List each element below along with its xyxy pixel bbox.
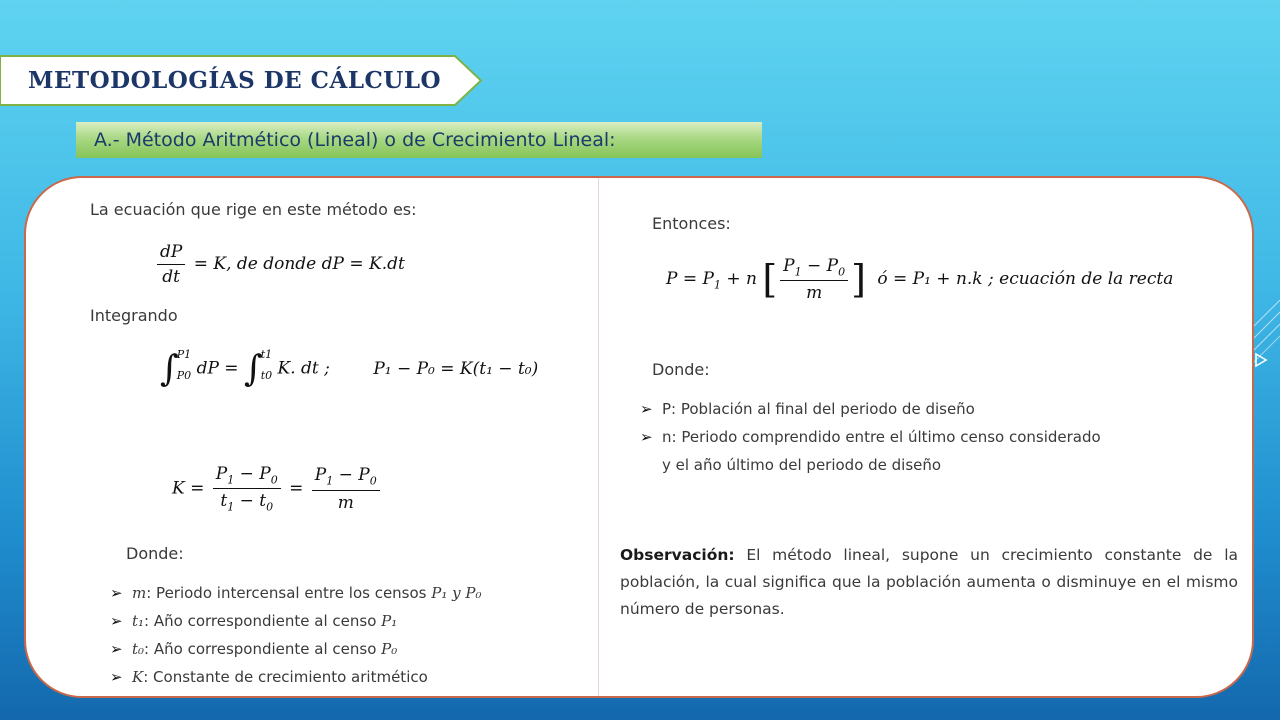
content-card xyxy=(24,176,1254,698)
subtitle-bar xyxy=(76,122,762,158)
observation-paragraph xyxy=(620,542,1238,623)
list-item: ➢ P: Población al final del periodo de diseño xyxy=(640,400,975,418)
observation-label: Observación: xyxy=(620,546,735,564)
next-slide-arrow-icon[interactable] xyxy=(1254,352,1268,368)
equation-line: $P = P_1 + n$ [ $\frac{P_1 - P_0}{m}$ ] ó = P₁ + n.k ; ecuación de la recta xyxy=(666,256,1174,304)
section-subtitle: A.- Método Aritmético (Lineal) o de Crecimiento Lineal: xyxy=(94,129,616,151)
integrando-label: Integrando xyxy=(90,306,178,325)
observation-text: El método lineal, supone un crecimiento constante de la población, la cual significa que la población aumenta o disminuye en el mismo número de personas. xyxy=(620,546,1238,618)
donde-label-right: Donde: xyxy=(652,360,710,379)
list-item: ➢ t₁: Año correspondiente al censo P₁ xyxy=(110,612,398,630)
equation-integral: ∫ P1 P0 dP = ∫ t1 t0 K. dt ; P₁ − P₀ = K(t₁ − t₀) xyxy=(160,348,539,390)
intro-text: La ecuación que rige en este método es: xyxy=(90,200,417,219)
title-banner xyxy=(0,55,482,106)
list-item: ➢ K: Constante de crecimiento aritmético xyxy=(110,668,428,686)
equation-line-tail: ó = P₁ + n.k ; ecuación de la recta xyxy=(877,269,1174,290)
equation-k: K = $\frac{P_1 - P_0}{t_1 - t_0}$ = $\frac{P_1 - P_0}{m}$ xyxy=(172,464,383,514)
list-item: ➢ m: Periodo intercensal entre los censos P₁ y P₀ xyxy=(110,584,482,602)
list-item: ➢ n: Periodo comprendido entre el último censo considerado xyxy=(640,428,1101,446)
column-divider xyxy=(598,178,599,698)
equation-integral-result: P₁ − P₀ = K(t₁ − t₀) xyxy=(373,358,539,379)
list-item: ➢ t₀: Año correspondiente al censo P₀ xyxy=(110,640,398,658)
equation-differential: $\frac{dP}{dt}$ = K, de donde dP = K.dt xyxy=(154,242,405,287)
page-title: METODOLOGÍAS DE CÁLCULO xyxy=(28,67,442,94)
list-item-continuation: y el año último del periodo de diseño xyxy=(662,456,942,474)
donde-label-left: Donde: xyxy=(126,544,184,563)
entonces-label: Entonces: xyxy=(652,214,731,233)
equation-differential-rest: = K, de donde dP = K.dt xyxy=(193,254,405,274)
